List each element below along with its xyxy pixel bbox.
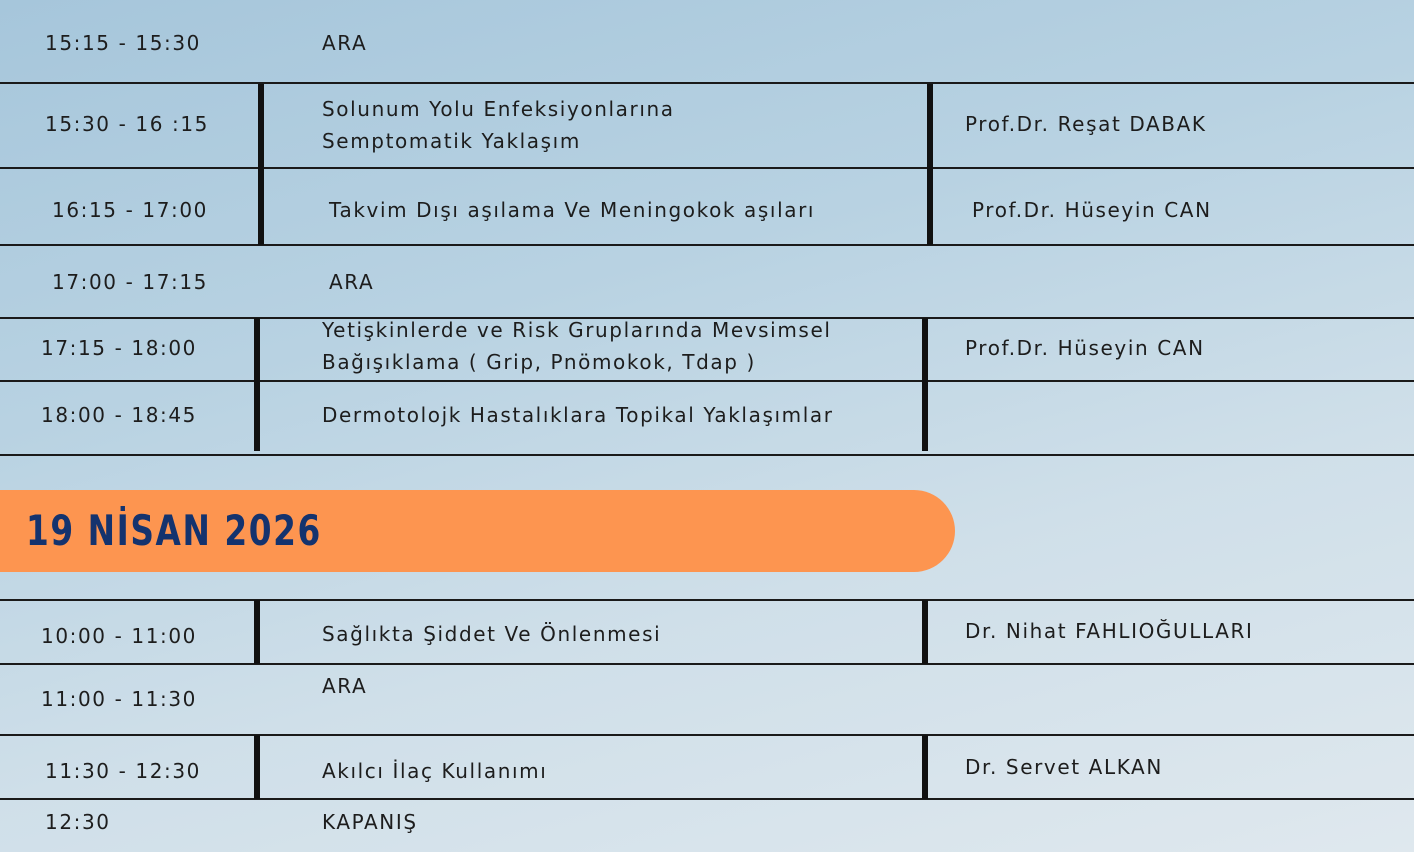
column-divider	[254, 735, 260, 799]
session-topic: ARA	[322, 674, 368, 698]
row-divider	[0, 82, 1414, 84]
session-time: 11:00 - 11:30	[41, 687, 198, 711]
session-topic: ARA	[322, 31, 368, 55]
column-divider	[922, 318, 928, 451]
session-speaker: Dr. Nihat FAHLIOĞULLARI	[965, 619, 1254, 643]
session-topic: Akılcı İlaç Kullanımı	[322, 759, 548, 783]
session-time: 18:00 - 18:45	[41, 403, 198, 427]
session-topic: KAPANIŞ	[322, 810, 418, 834]
session-time: 10:00 - 11:00	[41, 624, 198, 648]
session-time: 17:00 - 17:15	[52, 270, 209, 294]
row-divider	[0, 734, 1414, 736]
session-speaker: Prof.Dr. Hüseyin CAN	[972, 198, 1212, 222]
session-time: 11:30 - 12:30	[45, 759, 202, 783]
row-divider	[0, 167, 1414, 169]
column-divider	[922, 600, 928, 664]
row-divider	[0, 454, 1414, 456]
session-speaker: Dr. Servet ALKAN	[965, 755, 1163, 779]
session-speaker: Prof.Dr. Reşat DABAK	[965, 112, 1207, 136]
row-divider	[0, 663, 1414, 665]
session-time: 17:15 - 18:00	[41, 336, 198, 360]
column-divider	[254, 600, 260, 664]
session-topic: Semptomatik Yaklaşım	[322, 129, 581, 153]
row-divider	[0, 798, 1414, 800]
session-topic: Sağlıkta Şiddet Ve Önlenmesi	[322, 622, 662, 646]
session-topic: Dermotolojk Hastalıklara Topikal Yaklaşımlar	[322, 403, 834, 427]
session-time: 15:15 - 15:30	[45, 31, 202, 55]
session-topic: ARA	[329, 270, 375, 294]
session-time: 16:15 - 17:00	[52, 198, 209, 222]
column-divider	[927, 84, 933, 245]
session-topic: Takvim Dışı aşılama Ve Meningokok aşıları	[329, 198, 816, 222]
column-divider	[258, 84, 264, 245]
date-banner	[0, 490, 955, 572]
row-divider	[0, 599, 1414, 601]
date-heading: 19 NİSAN 2026	[26, 506, 322, 555]
column-divider	[254, 318, 260, 451]
row-divider	[0, 244, 1414, 246]
session-topic: Bağışıklama ( Grip, Pnömokok, Tdap )	[322, 350, 756, 374]
column-divider	[922, 735, 928, 799]
session-speaker: Prof.Dr. Hüseyin CAN	[965, 336, 1205, 360]
row-divider	[0, 380, 1414, 382]
session-topic: Yetişkinlerde ve Risk Gruplarında Mevsimsel	[322, 318, 832, 342]
session-topic: Solunum Yolu Enfeksiyonlarına	[322, 97, 675, 121]
session-time: 15:30 - 16 :15	[45, 112, 209, 136]
session-time: 12:30	[45, 810, 111, 834]
